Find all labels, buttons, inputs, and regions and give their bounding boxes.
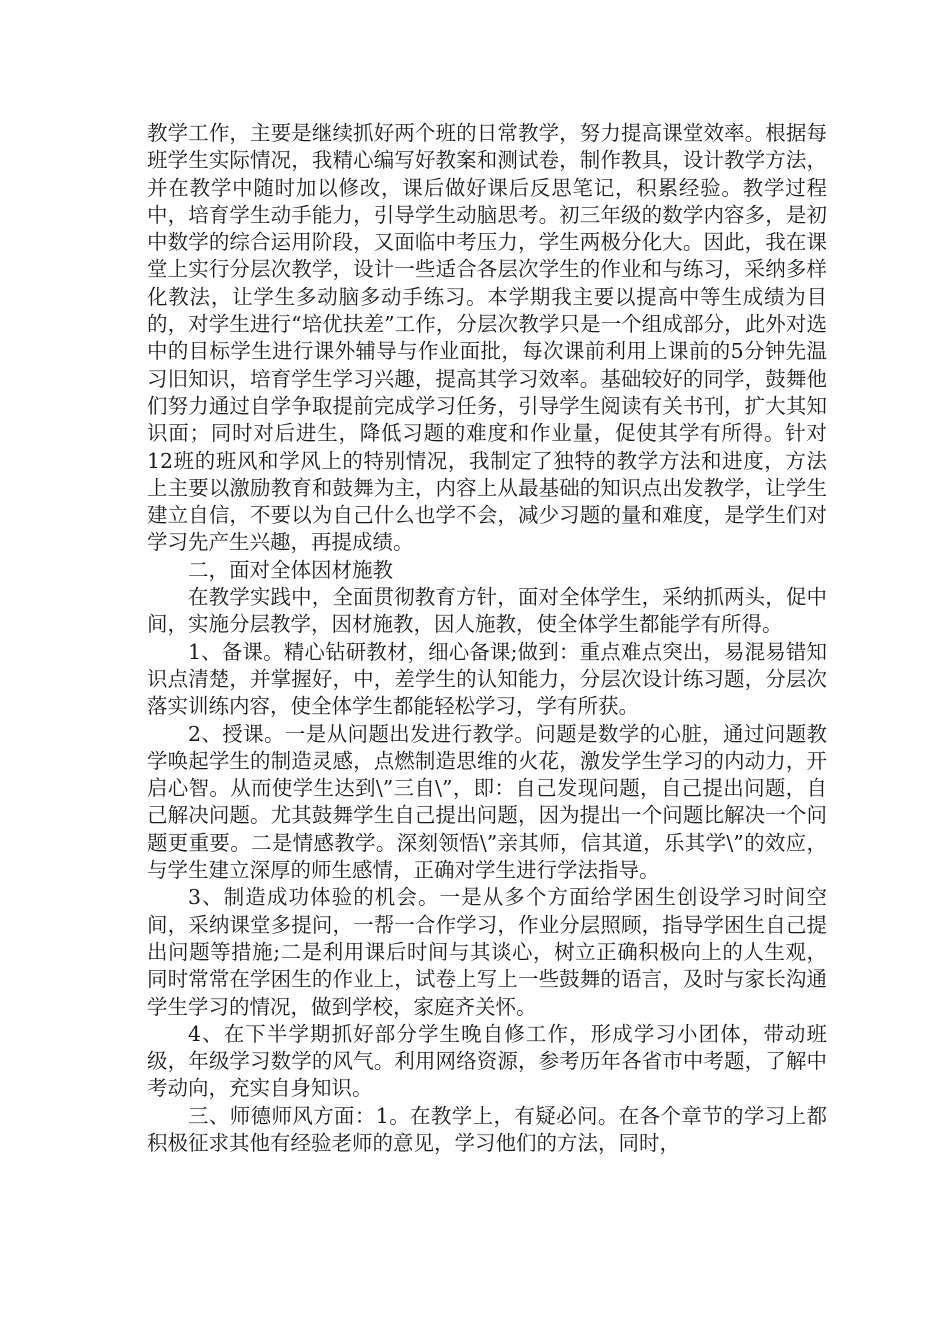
document-body (147, 120, 827, 1157)
section-heading-2: 二，面对全体因材施教 (188, 557, 393, 582)
paragraph-whole-class: 在教学实践中，全面贯彻教育方针，面对全体学生，采纳抓两头，促中间，实施分层教学，因材施教，因人施教，使全体学生都能学有所得。 (147, 585, 827, 637)
paragraph-lesson-prep: 1、备课。精心钻研教材，细心备课;做到：重点难点突出，易混易错知识点清楚，并掌握好，中，差学生的认知能力，分层次设计练习题，分层次落实训练内容，使全体学生都能轻松学习，学有所获。 (147, 639, 827, 719)
paragraph-evening-study: 4、在下半学期抓好部分学生晚自修工作，形成学习小团体，带动班级，年级学习数学的风气。利用网络资源，参考历年各省市中考题，了解中考动向，充实自身知识。 (147, 1021, 827, 1101)
paragraph-teaching: 2、授课。一是从问题出发进行教学。问题是数学的心脏，通过问题教学唤起学生的制造灵感，点燃制造思维的火花，激发学生学习的内动力，开启心智。从而使学生达到\”三自\”，即：自己发现问题，自己提出问题，自己解决问题。尤其鼓舞学生自己提出问题，因为提出一个问题比解决一个问题更重要。二是情感教学。深刻领悟\”亲其师，信其道，乐其学\”的效应，与学生建立深厚的师生感情，正确对学生进行学法指导。 (147, 721, 827, 883)
paragraph-teaching-work: 教学工作，主要是继续抓好两个班的日常教学，努力提高课堂效率。根据每班学生实际情况，我精心编写好教案和测试卷，制作教具，设计教学方法，并在教学中随时加以修改，课后做好课后反思笔记，积累经验。教学过程中，培育学生动手能力，引导学生动脑思考。初三年级的数学内容多，是初中数学的综合运用阶段，又面临中考压力，学生两极分化大。因此，我在课堂上实行分层次教学，设计一些适合各层次学生的作业和与练习，采纳多样化教法，让学生多动脑多动手练习。本学期我主要以提高中等生成绩为目的，对学生进行“培优扶差”工作，分层次教学只是一个组成部分，此外对选中的目标学生进行课外辅导与作业面批，每次课前利用上课前的5分钟先温习旧知识，培育学生学习兴趣，提高其学习效率。基础较好的同学，鼓舞他们努力通过自学争取提前完成学习任务，引导学生阅读有关书刊，扩大其知识面；同时对后进生，降低习题的难度和作业量，促使其学有所得。针对12班的班风和学风上的特别情况，我制定了独特的教学方法和进度，方法上主要以激励教育和鼓舞为主，内容上从最基础的知识点出发教学，让学生建立自信，不要以为自己什么也学不会，减少习题的量和难度，是学生们对学习先产生兴趣，再提成绩。 (147, 121, 827, 555)
paragraph-success-experience: 3、制造成功体验的机会。一是从多个方面给学困生创设学习时间空间，采纳课堂多提问，一帮一合作学习，作业分层照顾，指导学困生自己提出问题等措施;二是利用课后时间与其谈心，树立正确积极向上的人生观，同时常常在学困生的作业上，试卷上写上一些鼓舞的语言，及时与家长沟通学生学习的情况，做到学校，家庭齐关怀。 (147, 885, 827, 1019)
section-heading-3: 三、师德师风方面：1。在教学上，有疑必问。在各个章节的学习上都积极征求其他有经验老师的意见，学习他们的方法，同时， (147, 1103, 827, 1155)
